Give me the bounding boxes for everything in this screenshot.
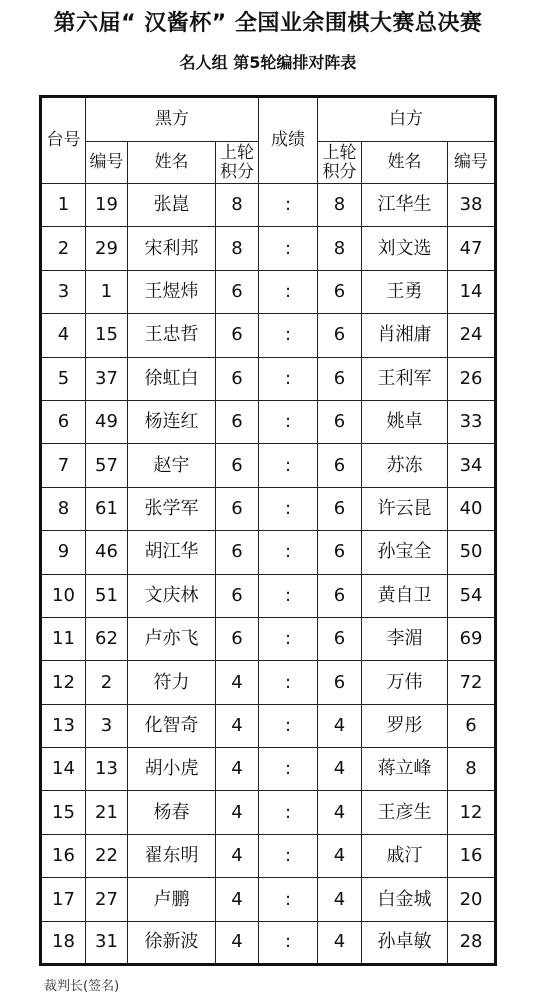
table-row xyxy=(41,357,496,400)
cell-table-no: 1 xyxy=(41,184,86,227)
table-row xyxy=(41,574,496,617)
cell-white-number: 38 xyxy=(448,184,496,227)
cell-white-name: 孙宝全 xyxy=(362,531,448,574)
cell-black-name: 张崑 xyxy=(128,184,216,227)
cell-result: : xyxy=(259,661,318,704)
cell-black-name: 杨连红 xyxy=(128,400,216,443)
cell-black-number: 27 xyxy=(86,878,128,921)
cell-table-no: 3 xyxy=(41,270,86,313)
table-row xyxy=(41,270,496,313)
cell-result: : xyxy=(259,357,318,400)
cell-black-number: 21 xyxy=(86,791,128,834)
table-row xyxy=(41,531,496,574)
cell-black-prev-score: 6 xyxy=(216,357,259,400)
cell-black-prev-score: 6 xyxy=(216,574,259,617)
cell-table-no: 7 xyxy=(41,444,86,487)
cell-result: : xyxy=(259,227,318,270)
cell-white-number: 28 xyxy=(448,921,496,964)
cell-white-name: 姚卓 xyxy=(362,400,448,443)
cell-black-number: 46 xyxy=(86,531,128,574)
cell-white-number: 8 xyxy=(448,748,496,791)
cell-black-name: 宋利邦 xyxy=(128,227,216,270)
cell-black-name: 文庆林 xyxy=(128,574,216,617)
cell-black-name: 王忠哲 xyxy=(128,314,216,357)
pairing-table-container xyxy=(39,95,494,965)
cell-white-prev-score: 4 xyxy=(318,834,362,877)
cell-white-prev-score: 4 xyxy=(318,921,362,964)
cell-table-no: 14 xyxy=(41,748,86,791)
cell-table-no: 9 xyxy=(41,531,86,574)
cell-black-number: 15 xyxy=(86,314,128,357)
cell-white-prev-score: 6 xyxy=(318,400,362,443)
cell-table-no: 16 xyxy=(41,834,86,877)
table-row xyxy=(41,617,496,660)
table-row xyxy=(41,400,496,443)
cell-white-prev-score: 6 xyxy=(318,487,362,530)
cell-white-number: 14 xyxy=(448,270,496,313)
header-black: 黑方 xyxy=(86,97,259,142)
cell-black-number: 1 xyxy=(86,270,128,313)
table-row xyxy=(41,444,496,487)
cell-white-number: 24 xyxy=(448,314,496,357)
cell-white-number: 34 xyxy=(448,444,496,487)
cell-black-number: 22 xyxy=(86,834,128,877)
table-row xyxy=(41,834,496,877)
cell-black-name: 胡小虎 xyxy=(128,748,216,791)
cell-table-no: 13 xyxy=(41,704,86,747)
cell-result: : xyxy=(259,834,318,877)
cell-black-prev-score: 4 xyxy=(216,661,259,704)
cell-black-number: 13 xyxy=(86,748,128,791)
cell-white-name: 许云昆 xyxy=(362,487,448,530)
cell-result: : xyxy=(259,704,318,747)
cell-white-name: 江华生 xyxy=(362,184,448,227)
header-black-prev-score: 上轮积分 xyxy=(216,142,259,184)
cell-white-name: 蒋立峰 xyxy=(362,748,448,791)
cell-result: : xyxy=(259,617,318,660)
cell-white-name: 白金城 xyxy=(362,878,448,921)
cell-result: : xyxy=(259,487,318,530)
cell-black-name: 徐新波 xyxy=(128,921,216,964)
cell-black-prev-score: 4 xyxy=(216,748,259,791)
cell-black-name: 化智奇 xyxy=(128,704,216,747)
cell-result: : xyxy=(259,574,318,617)
table-row xyxy=(41,704,496,747)
cell-black-number: 49 xyxy=(86,400,128,443)
cell-black-name: 张学军 xyxy=(128,487,216,530)
table-row xyxy=(41,661,496,704)
cell-white-number: 69 xyxy=(448,617,496,660)
cell-table-no: 17 xyxy=(41,878,86,921)
cell-result: : xyxy=(259,791,318,834)
table-row xyxy=(41,487,496,530)
header-white: 白方 xyxy=(318,97,496,142)
cell-white-prev-score: 6 xyxy=(318,314,362,357)
cell-white-number: 54 xyxy=(448,574,496,617)
cell-black-prev-score: 6 xyxy=(216,400,259,443)
cell-black-number: 61 xyxy=(86,487,128,530)
table-row xyxy=(41,791,496,834)
cell-black-name: 卢亦飞 xyxy=(128,617,216,660)
cell-white-name: 戚汀 xyxy=(362,834,448,877)
cell-result: : xyxy=(259,444,318,487)
cell-table-no: 18 xyxy=(41,921,86,964)
cell-black-prev-score: 6 xyxy=(216,487,259,530)
header-table-no: 台号 xyxy=(41,97,86,184)
cell-table-no: 6 xyxy=(41,400,86,443)
cell-black-prev-score: 8 xyxy=(216,184,259,227)
cell-black-number: 57 xyxy=(86,444,128,487)
table-row xyxy=(41,184,496,227)
cell-white-name: 罗彤 xyxy=(362,704,448,747)
cell-white-name: 王利军 xyxy=(362,357,448,400)
cell-result: : xyxy=(259,748,318,791)
cell-white-name: 黄自卫 xyxy=(362,574,448,617)
cell-black-number: 29 xyxy=(86,227,128,270)
cell-white-prev-score: 6 xyxy=(318,444,362,487)
cell-white-prev-score: 4 xyxy=(318,878,362,921)
cell-black-name: 翟东明 xyxy=(128,834,216,877)
table-row xyxy=(41,878,496,921)
cell-black-name: 王煜炜 xyxy=(128,270,216,313)
cell-black-name: 符力 xyxy=(128,661,216,704)
cell-white-number: 6 xyxy=(448,704,496,747)
cell-black-number: 19 xyxy=(86,184,128,227)
pairing-rows xyxy=(41,184,496,965)
cell-result: : xyxy=(259,531,318,574)
cell-white-number: 50 xyxy=(448,531,496,574)
cell-result: : xyxy=(259,921,318,964)
header-black-number: 编号 xyxy=(86,142,128,184)
cell-result: : xyxy=(259,878,318,921)
cell-black-number: 62 xyxy=(86,617,128,660)
cell-table-no: 8 xyxy=(41,487,86,530)
cell-table-no: 4 xyxy=(41,314,86,357)
cell-black-number: 51 xyxy=(86,574,128,617)
table-row xyxy=(41,748,496,791)
cell-black-prev-score: 4 xyxy=(216,704,259,747)
header-row-1 xyxy=(41,97,496,142)
referee-signature-label: 裁判长(签名) xyxy=(44,979,120,994)
cell-black-prev-score: 8 xyxy=(216,227,259,270)
cell-black-name: 徐虹白 xyxy=(128,357,216,400)
header-white-prev-score: 上轮积分 xyxy=(318,142,362,184)
cell-white-number: 12 xyxy=(448,791,496,834)
cell-table-no: 15 xyxy=(41,791,86,834)
cell-black-name: 卢鹏 xyxy=(128,878,216,921)
cell-result: : xyxy=(259,184,318,227)
header-white-name: 姓名 xyxy=(362,142,448,184)
header-white-number: 编号 xyxy=(448,142,496,184)
cell-black-number: 2 xyxy=(86,661,128,704)
cell-white-name: 肖湘庸 xyxy=(362,314,448,357)
cell-white-number: 72 xyxy=(448,661,496,704)
cell-white-number: 26 xyxy=(448,357,496,400)
cell-white-name: 李湄 xyxy=(362,617,448,660)
table-row xyxy=(41,921,496,964)
cell-white-prev-score: 6 xyxy=(318,270,362,313)
cell-white-prev-score: 6 xyxy=(318,661,362,704)
header-result: 成绩 xyxy=(259,97,318,184)
table-row xyxy=(41,227,496,270)
header-black-name: 姓名 xyxy=(128,142,216,184)
cell-black-name: 赵宇 xyxy=(128,444,216,487)
cell-white-prev-score: 8 xyxy=(318,184,362,227)
cell-white-name: 刘文选 xyxy=(362,227,448,270)
cell-white-number: 16 xyxy=(448,834,496,877)
cell-white-prev-score: 6 xyxy=(318,617,362,660)
cell-black-number: 37 xyxy=(86,357,128,400)
cell-table-no: 5 xyxy=(41,357,86,400)
cell-white-number: 47 xyxy=(448,227,496,270)
cell-black-number: 3 xyxy=(86,704,128,747)
cell-black-prev-score: 6 xyxy=(216,531,259,574)
cell-table-no: 12 xyxy=(41,661,86,704)
cell-white-name: 万伟 xyxy=(362,661,448,704)
page-subtitle: 名人组 第5轮编排对阵表 xyxy=(179,53,357,72)
cell-result: : xyxy=(259,270,318,313)
cell-white-prev-score: 4 xyxy=(318,704,362,747)
cell-white-name: 王彦生 xyxy=(362,791,448,834)
page-title: 第六届“ 汉酱杯” 全国业余围棋大赛总决赛 xyxy=(53,11,483,36)
cell-black-prev-score: 6 xyxy=(216,270,259,313)
cell-white-prev-score: 4 xyxy=(318,791,362,834)
cell-white-name: 苏冻 xyxy=(362,444,448,487)
cell-white-name: 王勇 xyxy=(362,270,448,313)
cell-result: : xyxy=(259,314,318,357)
cell-white-prev-score: 6 xyxy=(318,357,362,400)
cell-table-no: 2 xyxy=(41,227,86,270)
cell-white-prev-score: 8 xyxy=(318,227,362,270)
cell-white-number: 20 xyxy=(448,878,496,921)
cell-black-prev-score: 6 xyxy=(216,617,259,660)
cell-black-prev-score: 4 xyxy=(216,878,259,921)
cell-black-name: 杨春 xyxy=(128,791,216,834)
cell-white-number: 33 xyxy=(448,400,496,443)
cell-black-prev-score: 6 xyxy=(216,444,259,487)
cell-black-number: 31 xyxy=(86,921,128,964)
cell-white-number: 40 xyxy=(448,487,496,530)
cell-black-name: 胡江华 xyxy=(128,531,216,574)
pairing-table xyxy=(39,95,497,966)
cell-table-no: 10 xyxy=(41,574,86,617)
cell-white-prev-score: 6 xyxy=(318,574,362,617)
cell-white-prev-score: 6 xyxy=(318,531,362,574)
cell-black-prev-score: 4 xyxy=(216,791,259,834)
table-row xyxy=(41,314,496,357)
cell-white-prev-score: 4 xyxy=(318,748,362,791)
cell-white-name: 孙卓敏 xyxy=(362,921,448,964)
cell-result: : xyxy=(259,400,318,443)
cell-black-prev-score: 4 xyxy=(216,834,259,877)
cell-black-prev-score: 6 xyxy=(216,314,259,357)
cell-black-prev-score: 4 xyxy=(216,921,259,964)
cell-table-no: 11 xyxy=(41,617,86,660)
